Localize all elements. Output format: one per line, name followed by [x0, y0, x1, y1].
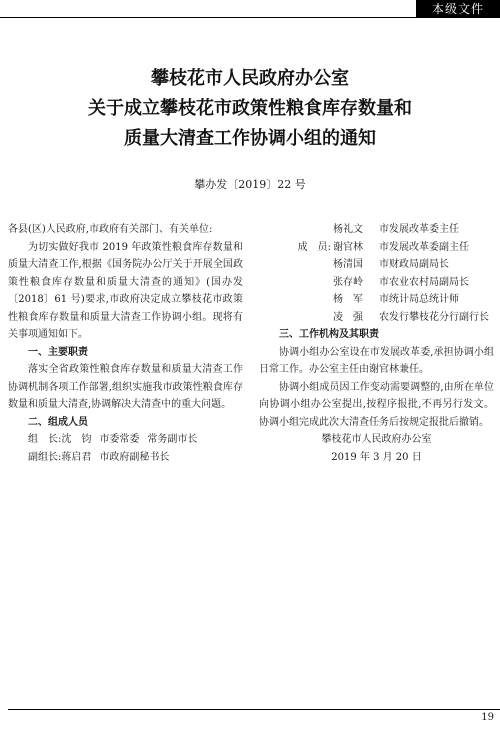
title-line-3: 质量大清查工作协调小组的通知 [124, 128, 376, 149]
section-heading-members: 二、组成人员 [28, 416, 88, 428]
member-dept: 市统计局总统计师 [379, 294, 459, 305]
member-row [259, 239, 494, 257]
member-row [259, 291, 494, 309]
document-number: 攀办发〔2019〕22 号 [194, 178, 306, 191]
page-number: 19 [481, 712, 494, 723]
member-role: 组 长: [28, 434, 62, 445]
member-name: 凌 强 [333, 311, 363, 323]
member-role: 成 员: [297, 241, 331, 253]
signature-org: 攀枝花市人民政府办公室 [321, 434, 432, 445]
title-line-2: 关于成立攀枝花市政策性粮食库存数量和 [88, 98, 412, 119]
member-name: 张存岭 [333, 276, 363, 288]
member-role: 副组长: [28, 451, 62, 463]
title-line-1: 攀枝花市人民政府办公室 [151, 68, 349, 89]
member-row [259, 309, 494, 327]
member-dept: 市财政局副局长 [379, 259, 449, 270]
member-name: 杨 军 [333, 294, 363, 305]
member-row [259, 221, 494, 239]
member-dept: 市发展改革委主任 [379, 224, 459, 235]
member-role [259, 291, 331, 309]
signature-date: 2019 年 3 月 20 日 [331, 451, 422, 463]
member-name: 谢官林 [333, 241, 363, 253]
office-paragraph-2: 协调小组成员因工作变动需要调整的,由所在单位向协调小组办公室提出,按程序报批,不再另行发文。协调小组完成此次大清查任务后按规定报批后撤销。 [259, 381, 494, 428]
member-name: 杨礼文 [333, 224, 363, 235]
member-leader [8, 431, 243, 449]
member-title: 市政府副秘书长 [99, 451, 170, 463]
section-heading-office: 三、工作机构及其职责 [279, 329, 379, 340]
member-title: 市委常委 [99, 434, 140, 445]
left-column [8, 221, 243, 466]
member-deputy-leader [8, 449, 243, 467]
member-row [259, 256, 494, 274]
right-column [259, 221, 494, 466]
member-name: 杨清国 [333, 259, 363, 270]
member-dept: 市农业农村局副局长 [379, 276, 469, 288]
footer-rule [8, 709, 500, 710]
intro-paragraph: 为切实做好我市 2019 年政策性粮食库存数量和质量大清查工作,根据《国务院办公厅关于开展全国政策性粮食库存数量和质量大清查的通知》(国办发〔2018〕61 号)要求,市政府决定成立攀枝花市政策性粮食库存数量和质量大清查工作协调小组。现将有关事项通知如下。 [8, 241, 243, 340]
addressee: 各县(区)人民政府,市政府有关部门、有关单位: [8, 224, 213, 235]
member-dept: 农发行攀枝花分行副行长 [379, 311, 489, 323]
member-role [259, 274, 331, 292]
member-role [259, 256, 331, 274]
member-role [259, 221, 331, 239]
section-heading-duties: 一、主要职责 [28, 346, 88, 358]
office-paragraph-1: 协调小组办公室设在市发展改革委,承担协调小组日常工作。办公室主任由谢官林兼任。 [259, 346, 494, 375]
member-name: 蒋启君 [61, 451, 92, 463]
member-row [259, 274, 494, 292]
member-dept: 市发展改革委副主任 [379, 241, 469, 253]
section-label: 本级文件 [416, 0, 500, 18]
member-title: 常务副市长 [147, 434, 198, 445]
duties-paragraph: 落实全省政策性粮食库存数量和质量大清查工作协调机制各项工作部署,组织实施我市政策性粮食库存数量和质量大清查,协调解决大清查中的重大问题。 [8, 364, 243, 410]
member-role [259, 309, 331, 327]
member-name: 沈 钧 [61, 434, 92, 445]
